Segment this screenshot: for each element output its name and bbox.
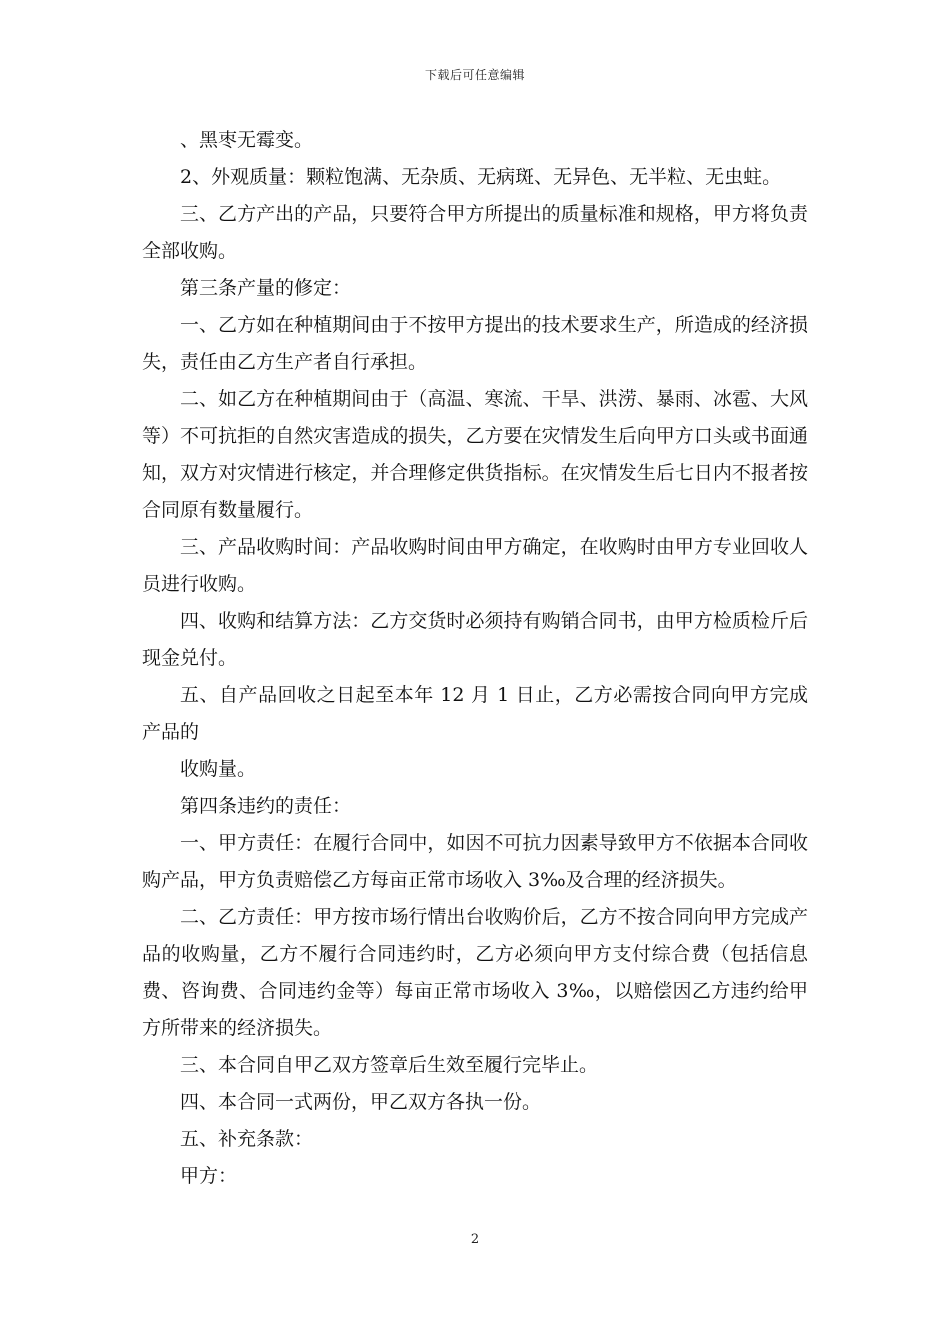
- page-number: 2: [470, 1232, 480, 1247]
- section-heading: 第四条违约的责任：: [180, 795, 352, 817]
- paragraph: 五、补充条款：: [180, 1128, 314, 1150]
- paragraph: 三、乙方产出的产品，只要符合甲方所提出的质量标准和规格，甲方将负责全部收购。: [142, 203, 808, 262]
- paragraph: 一、乙方如在种植期间由于不按甲方提出的技术要求生产，所造成的经济损失，责任由乙方生产者自行承担。: [142, 314, 808, 373]
- paragraph: 二、乙方责任：甲方按市场行情出台收购价后，乙方不按合同向甲方完成产品的收购量，乙方不履行合同违约时，乙方必须向甲方支付综合费（包括信息费、咨询费、合同违约金等）每亩正常市场收入 3‰，以赔偿因乙方违约给甲方所带来的经济损失。: [142, 906, 808, 1039]
- section-heading: 第三条产量的修定：: [180, 277, 352, 299]
- paragraph: 三、本合同自甲乙双方签章后生效至履行完毕止。: [180, 1054, 599, 1076]
- paragraph: 2、外观质量：颗粒饱满、无杂质、无病斑、无异色、无半粒、无虫蛀。: [180, 166, 782, 188]
- paragraph: 五、自产品回收之日起至本年 12 月 1 日止，乙方必需按合同向甲方完成产品的: [142, 684, 808, 743]
- page-header: 下载后可任意编辑: [424, 68, 525, 82]
- signature-line: 甲方：: [180, 1165, 238, 1187]
- document-body: [142, 122, 808, 1195]
- paragraph: 收购量。: [180, 758, 257, 780]
- paragraph: 二、如乙方在种植期间由于（高温、寒流、干旱、洪涝、暴雨、冰雹、大风等）不可抗拒的自然灾害造成的损失，乙方要在灾情发生后向甲方口头或书面通知，双方对灾情进行核定，并合理修定供货指标。在灾情发生后七日内不报者按合同原有数量履行。: [142, 388, 808, 521]
- paragraph: 四、收购和结算方法：乙方交货时必须持有购销合同书，由甲方检质检斤后现金兑付。: [142, 610, 808, 669]
- paragraph: 、黑枣无霉变。: [180, 129, 314, 151]
- paragraph: 四、本合同一式两份，甲乙双方各执一份。: [180, 1091, 542, 1113]
- paragraph: 三、产品收购时间：产品收购时间由甲方确定，在收购时由甲方专业回收人员进行收购。: [142, 536, 808, 595]
- paragraph: 一、甲方责任：在履行合同中，如因不可抗力因素导致甲方不依据本合同收购产品，甲方负责赔偿乙方每亩正常市场收入 3‰及合理的经济损失。: [142, 832, 808, 891]
